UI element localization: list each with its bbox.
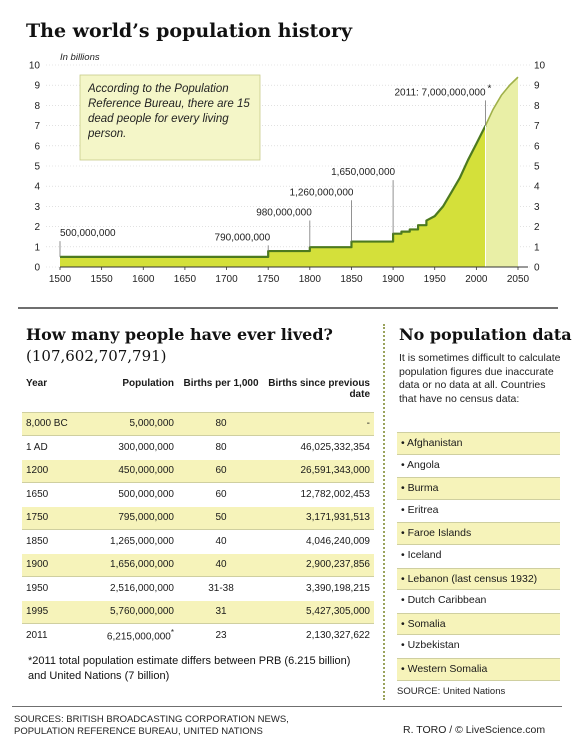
list-item: [397, 590, 560, 613]
y-tick-label-right: 4: [534, 181, 540, 193]
x-tick-label: 2050: [506, 274, 530, 285]
list-item: [397, 545, 560, 568]
lived-table: [22, 376, 374, 648]
x-tick-label: 1700: [215, 274, 238, 285]
bullet-icon: •: [401, 548, 408, 561]
country-name: Lebanon (last census 1932): [407, 572, 538, 585]
y-tick-label-right: 7: [534, 121, 540, 133]
cell-population: 300,000,000: [98, 436, 178, 460]
cell-year: 1900: [22, 553, 98, 577]
country-name: Afghanistan: [407, 437, 463, 449]
bullet-icon: •: [401, 594, 408, 607]
y-tick-label-left: 1: [34, 242, 40, 254]
y-tick-label-left: 4: [34, 181, 40, 193]
y-tick-label-left: 0: [34, 262, 40, 274]
cell-births: 50: [178, 506, 264, 530]
cell-population: 450,000,000: [98, 459, 178, 483]
cell-population: 5,000,000: [98, 412, 178, 436]
list-item: [397, 432, 560, 455]
annotation-label: 500,000,000: [60, 228, 116, 240]
x-tick-label: 1650: [173, 274, 197, 285]
cell-population: 795,000,000: [98, 506, 178, 530]
table-row: [22, 624, 374, 648]
x-tick-label: 1550: [90, 274, 113, 285]
x-tick-label: 1950: [423, 274, 446, 285]
bullet-icon: •: [401, 572, 408, 585]
list-item: [397, 500, 560, 523]
lived-total: (107,602,707,791): [26, 347, 167, 365]
y-tick-label-right: 6: [534, 141, 540, 153]
cell-population: 1,656,000,000: [98, 553, 178, 577]
cell-population: 1,265,000,000: [98, 530, 178, 554]
cell-year: 1750: [22, 506, 98, 530]
table-row: [22, 577, 374, 601]
lived-heading: How many people have ever lived?: [26, 325, 333, 344]
footer-divider: [12, 706, 562, 707]
cell-births: 31: [178, 600, 264, 624]
list-item: [397, 477, 560, 500]
cell-year: 8,000 BC: [22, 412, 98, 436]
list-item: [397, 522, 560, 545]
cell-year: 1200: [22, 459, 98, 483]
x-tick-label: 2000: [465, 274, 488, 285]
cell-since: 12,782,002,453: [264, 483, 374, 507]
estimate-mark: *: [170, 628, 174, 638]
annotation-label: 980,000,000: [256, 207, 312, 219]
table-row: [22, 553, 374, 577]
table-row: [22, 483, 374, 507]
cell-since: 46,025,332,354: [264, 436, 374, 460]
page-title: The world’s population history: [26, 20, 353, 42]
bullet-icon: •: [401, 482, 408, 495]
population-chart: [0, 44, 574, 294]
callout-text-container: [88, 82, 254, 158]
cell-births: 31-38: [178, 577, 264, 601]
cell-births: 80: [178, 436, 264, 460]
y-tick-label-left: 3: [34, 201, 40, 213]
country-name: Burma: [407, 482, 439, 495]
table-row: [22, 530, 374, 554]
country-list: [397, 432, 560, 681]
cell-since: 2,130,327,622: [264, 624, 374, 648]
annotation-mark: *: [487, 83, 492, 95]
cell-since: 26,591,343,000: [264, 459, 374, 483]
bullet-icon: •: [401, 437, 408, 449]
table-row: [22, 412, 374, 436]
cell-since: -: [264, 412, 374, 436]
list-item: [397, 613, 560, 636]
y-tick-label-left: 2: [34, 222, 40, 234]
y-tick-label-right: 9: [534, 80, 540, 92]
country-name: Western Somalia: [407, 662, 488, 675]
country-name: Somalia: [407, 617, 446, 630]
cell-population: 2,516,000,000: [98, 577, 178, 601]
col-population: Population: [122, 378, 174, 389]
list-item: [397, 455, 560, 478]
col-since: Births since previous date: [268, 378, 370, 400]
cell-since: 3,390,198,215: [264, 577, 374, 601]
country-name: Uzbekistan: [407, 639, 460, 652]
footnote: *2011 total population estimate differs between PRB (6.215 billion) and United Nations (7 billion): [28, 655, 351, 682]
list-item: [397, 635, 560, 658]
y-axis-label: In billions: [60, 52, 100, 63]
cell-population: 5,760,000,000: [98, 600, 178, 624]
cell-births: 60: [178, 459, 264, 483]
list-item: [397, 568, 560, 591]
table-row: [22, 600, 374, 624]
cell-year: 1950: [22, 577, 98, 601]
y-tick-label-right: 3: [534, 201, 540, 213]
cell-year: 1850: [22, 530, 98, 554]
y-tick-label-left: 7: [34, 121, 40, 133]
cell-year: 2011: [22, 624, 98, 648]
bullet-icon: •: [401, 503, 408, 516]
annotation-label: 2011: 7,000,000,000: [394, 87, 486, 99]
cell-births: 23: [178, 624, 264, 648]
y-tick-label-right: 8: [534, 100, 540, 112]
sources-note: SOURCES: BRITISH BROADCASTING CORPORATION NEWS, POPULATION REFERENCE BUREAU, UNITED NATIONS: [14, 714, 289, 737]
annotation-label: 1,260,000,000: [289, 187, 354, 199]
bullet-icon: •: [401, 639, 408, 652]
y-tick-label-left: 5: [34, 161, 40, 173]
nodata-source: SOURCE: United Nations: [397, 686, 506, 697]
population-value: 6,215,000,000: [106, 631, 171, 643]
cell-births: 40: [178, 530, 264, 554]
y-tick-label-left: 10: [28, 60, 40, 72]
y-tick-label-right: 1: [534, 242, 540, 254]
bullet-icon: •: [401, 617, 408, 630]
nodata-description: It is sometimes difficult to calculate population figures due inaccurate data or no data at all. Countries that have no census data:: [399, 352, 561, 405]
bullet-icon: •: [401, 458, 408, 471]
nodata-heading: No population data: [399, 325, 572, 344]
cell-year: 1650: [22, 483, 98, 507]
y-tick-label-right: 0: [534, 262, 540, 274]
cell-births: 40: [178, 553, 264, 577]
x-tick-label: 1800: [298, 274, 321, 285]
country-name: Dutch Caribbean: [407, 594, 487, 607]
country-name: Angola: [407, 458, 440, 471]
cell-population: [98, 624, 178, 648]
cell-population: 500,000,000: [98, 483, 178, 507]
y-tick-label-right: 5: [534, 161, 540, 173]
table-row: [22, 506, 374, 530]
section-divider: [18, 307, 558, 309]
x-tick-label: 1900: [381, 274, 405, 285]
cell-since: 4,046,240,009: [264, 530, 374, 554]
bullet-icon: •: [401, 527, 408, 540]
x-tick-label: 1850: [340, 274, 363, 285]
annotation-label: 790,000,000: [214, 232, 271, 244]
cell-year: 1 AD: [22, 436, 98, 460]
cell-year: 1995: [22, 600, 98, 624]
bullet-icon: •: [401, 662, 408, 675]
country-name: Iceland: [407, 548, 442, 561]
population-area-chart: [0, 44, 574, 294]
x-tick-label: 1600: [132, 274, 155, 285]
table-row: [22, 459, 374, 483]
country-name: Faroe Islands: [407, 527, 472, 540]
cell-since: 3,171,931,513: [264, 506, 374, 530]
table-header-row: [22, 376, 374, 412]
country-name: Eritrea: [407, 503, 439, 516]
credit: R. TORO / © LiveScience.com: [403, 724, 546, 736]
x-tick-label: 1500: [48, 274, 72, 285]
y-tick-label-right: 2: [534, 222, 540, 234]
table-row: [22, 436, 374, 460]
cell-since: 5,427,305,000: [264, 600, 374, 624]
cell-births: 80: [178, 412, 264, 436]
annotation-label: 1,650,000,000: [331, 167, 396, 179]
cell-births: 60: [178, 483, 264, 507]
y-tick-label-left: 9: [34, 80, 40, 92]
y-tick-label-right: 10: [534, 60, 546, 72]
col-year: Year: [26, 378, 48, 389]
list-item: [397, 658, 560, 681]
callout-text: According to the Population Reference Bureau, there are 15 dead people for every living person.: [88, 83, 250, 140]
y-tick-label-left: 6: [34, 141, 40, 153]
column-divider: [383, 324, 385, 700]
col-births: Births per 1,000: [183, 378, 259, 389]
x-tick-label: 1750: [257, 274, 280, 285]
y-tick-label-left: 8: [34, 100, 40, 112]
cell-since: 2,900,237,856: [264, 553, 374, 577]
